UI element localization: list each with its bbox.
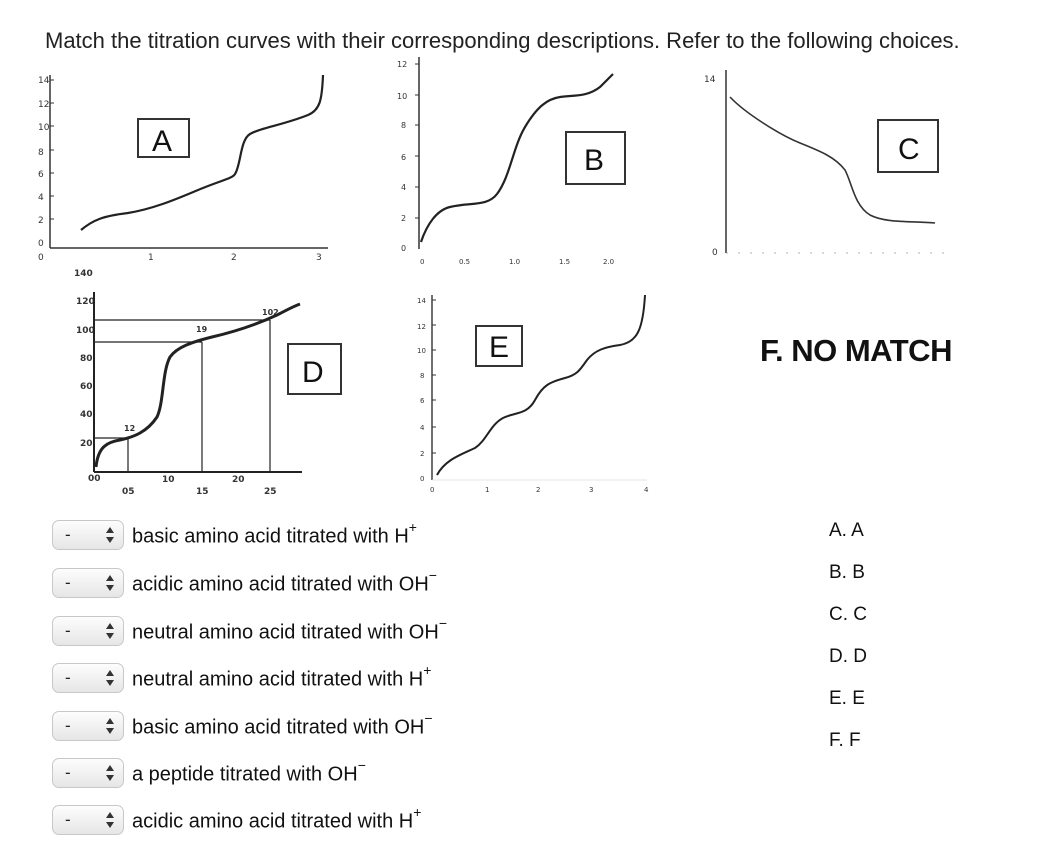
match-row (52, 803, 421, 837)
x-tick: 2.0 (603, 258, 615, 266)
description-label: acidic amino acid titrated with H (132, 810, 414, 833)
y-tick: 4 (420, 424, 425, 432)
charge-sup: + (423, 661, 432, 678)
y-tick: 140 (74, 269, 93, 279)
graph-d-y-ticks (74, 269, 101, 484)
origin-label: 0 (712, 248, 718, 258)
y-tick: 10 (397, 92, 408, 101)
charge-sup: − (428, 566, 437, 583)
x-tick: 1.0 (509, 258, 521, 266)
y-tick: 100 (76, 326, 95, 336)
match-row (52, 661, 431, 695)
description-label: neutral amino acid titrated with OH (132, 621, 439, 644)
match-row (52, 566, 437, 600)
answer-select[interactable] (52, 616, 124, 646)
description-text (132, 803, 422, 834)
y-tick: 0 (401, 244, 407, 253)
answer-select[interactable] (52, 568, 124, 598)
graph-c (700, 65, 975, 265)
x-tick: 15 (196, 487, 209, 497)
point-label: 12 (124, 424, 136, 433)
graph-b-y-ticks (397, 60, 407, 253)
origin-label: 0 (38, 253, 44, 263)
y-tick: 10 (38, 123, 50, 133)
x-tick: 1 (485, 486, 490, 494)
x-tick: 05 (122, 487, 135, 497)
updown-arrows-icon (105, 763, 115, 783)
x-tick: 2 (536, 486, 541, 494)
y-tick: 120 (76, 297, 95, 307)
graph-b (395, 52, 640, 267)
x-tick: 2 (231, 253, 237, 263)
y-tick: 2 (401, 214, 407, 223)
y-tick: 6 (38, 170, 44, 180)
y-tick: 60 (80, 382, 93, 392)
x-tick: 1.5 (559, 258, 571, 266)
updown-arrows-icon (105, 621, 115, 641)
match-row (52, 709, 433, 743)
y-tick: 14 (417, 297, 426, 305)
graph-d (62, 262, 382, 512)
y-tick: 20 (80, 439, 93, 449)
answer-select[interactable] (52, 758, 124, 788)
choice-item: D. D (829, 646, 867, 667)
x-tick: 0 (430, 486, 435, 494)
x-tick: 0.5 (459, 258, 471, 266)
y-tick: 80 (80, 354, 93, 364)
graph-d-letter: D (302, 356, 324, 389)
charge-sup: + (408, 518, 417, 535)
y-tick: 12 (397, 60, 408, 69)
updown-arrows-icon (105, 810, 115, 830)
x-tick: 1 (148, 253, 154, 263)
x-tick: 20 (232, 475, 245, 485)
match-row (52, 614, 447, 648)
x-tick: 25 (264, 487, 277, 497)
updown-arrows-icon (105, 716, 115, 736)
description-text (132, 709, 433, 740)
graph-b-letter: B (584, 144, 605, 177)
choice-item: F. F (829, 730, 861, 751)
y-tick: 4 (38, 193, 44, 203)
y-tick: 00 (88, 474, 101, 484)
choice-item: A. A (829, 520, 864, 541)
answer-select[interactable] (52, 663, 124, 693)
match-row (52, 756, 366, 790)
updown-arrows-icon (105, 668, 115, 688)
description-text (132, 661, 432, 692)
description-label: acidic amino acid titrated with OH (132, 573, 429, 596)
graph-d-guide-lines (94, 320, 270, 472)
y-tick: 0 (420, 475, 425, 483)
x-tick: 0 (420, 258, 425, 266)
select-value: - (65, 525, 71, 544)
graph-e-y-ticks (417, 297, 426, 483)
x-tick: 10 (162, 475, 175, 485)
description-text (132, 614, 447, 645)
graph-a-letter: A (152, 125, 173, 158)
y-tick: 8 (401, 121, 407, 130)
y-tick: 2 (38, 216, 44, 226)
graph-e-letter: E (489, 331, 510, 364)
description-label: basic amino acid titrated with OH (132, 716, 425, 739)
y-tick: 12 (417, 323, 426, 331)
titration-curve (81, 75, 323, 230)
select-value: - (65, 716, 71, 735)
description-label: neutral amino acid titrated with H (132, 668, 424, 691)
y-tick: 6 (401, 153, 407, 162)
choice-item: E. E (829, 688, 865, 709)
charge-sup: − (438, 614, 447, 631)
y-tick: 10 (417, 347, 426, 355)
y-tick: 8 (38, 148, 44, 158)
x-tick: 3 (589, 486, 594, 494)
answer-select[interactable] (52, 805, 124, 835)
description-text (132, 518, 417, 549)
y-tick: 6 (420, 397, 425, 405)
graph-a (38, 70, 338, 265)
x-tick: 3 (316, 253, 322, 263)
charge-sup: − (357, 756, 366, 773)
match-row (52, 518, 417, 552)
y-tick: 4 (401, 183, 407, 192)
graph-c-letter: C (898, 133, 920, 166)
y-tick: 12 (38, 100, 50, 110)
point-label: 102 (262, 308, 279, 317)
select-value: - (65, 621, 71, 640)
description-text (132, 756, 366, 787)
y-tick: 0 (38, 239, 44, 249)
answer-select[interactable] (52, 520, 124, 550)
y-tick: 14 (704, 75, 716, 85)
select-value: - (65, 573, 71, 592)
select-value: - (65, 763, 71, 782)
y-tick: 2 (420, 450, 425, 458)
x-tick: 4 (644, 486, 649, 494)
question-text: Match the titration curves with their corresponding descriptions. Refer to the following choices. (45, 28, 960, 53)
graph-a-y-ticks (38, 76, 50, 249)
graph-e (415, 290, 655, 500)
no-match-label: F. NO MATCH (760, 333, 952, 368)
charge-sup: − (424, 709, 433, 726)
y-tick: 40 (80, 410, 93, 420)
choice-item: C. C (829, 604, 867, 625)
select-value: - (65, 668, 71, 687)
charge-sup: + (413, 803, 422, 820)
select-value: - (65, 810, 71, 829)
answer-select[interactable] (52, 711, 124, 741)
y-tick: 14 (38, 76, 50, 86)
titration-curve (437, 295, 645, 475)
description-text (132, 566, 437, 597)
description-label: a peptide titrated with OH (132, 763, 358, 786)
updown-arrows-icon (105, 573, 115, 593)
point-label: 19 (196, 325, 208, 334)
y-tick: 8 (420, 372, 425, 380)
choice-item: B. B (829, 562, 865, 583)
updown-arrows-icon (105, 525, 115, 545)
description-label: basic amino acid titrated with H (132, 525, 409, 548)
choices-list (829, 520, 867, 772)
